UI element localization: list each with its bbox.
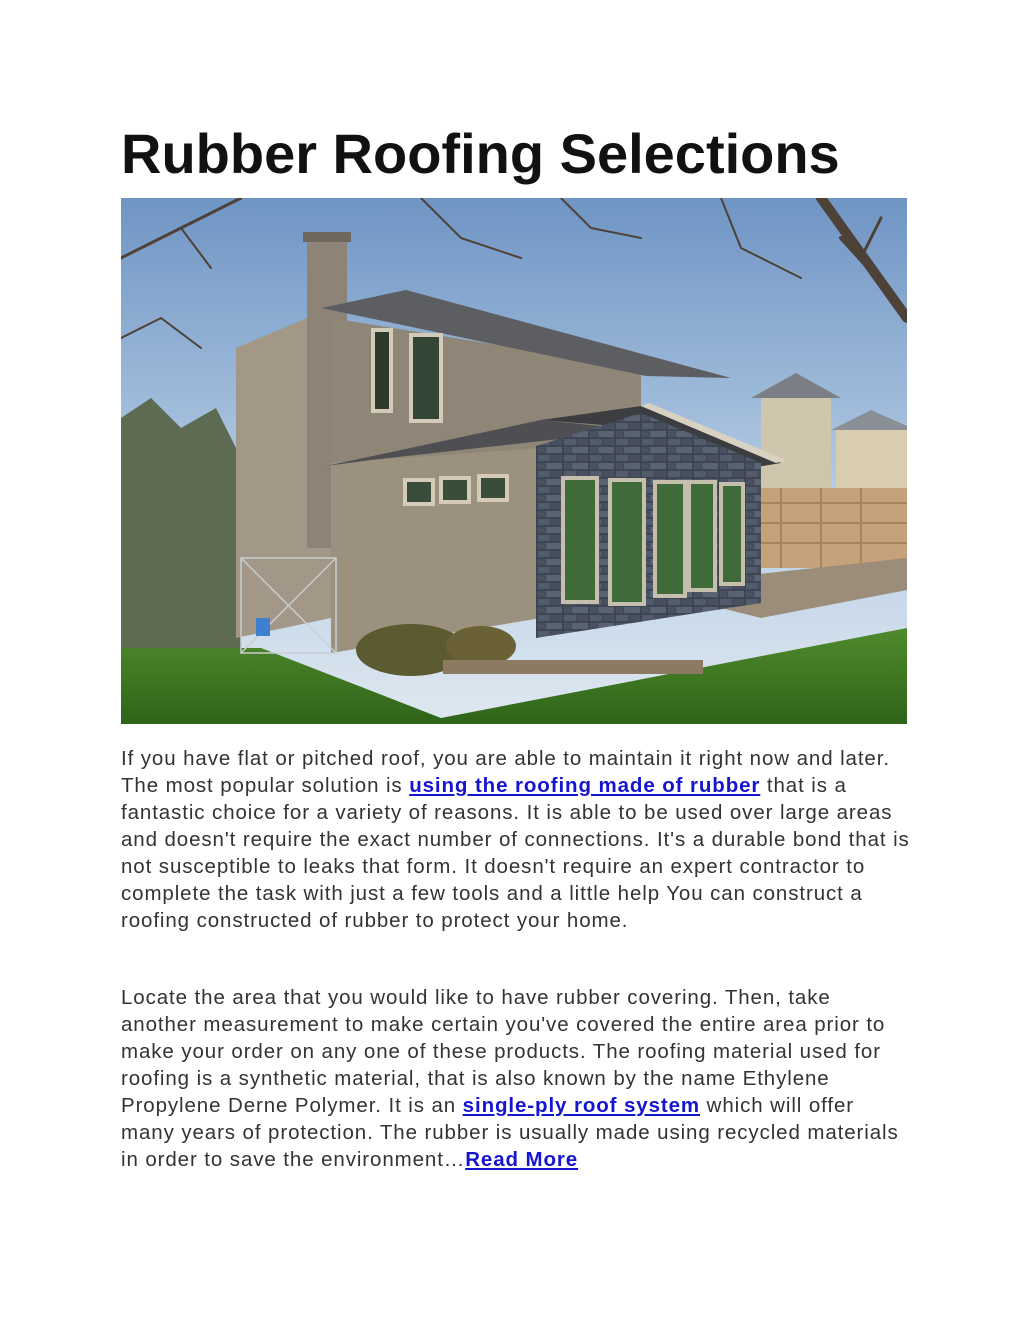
paragraph-1-text-before: If you have flat or pitched roof, you are able to maintain it right now and later. The most popular solution is bbox=[121, 747, 890, 797]
page-title: Rubber Roofing Selections bbox=[121, 122, 840, 185]
single-ply-roof-link[interactable]: single-ply roof system bbox=[462, 1094, 701, 1117]
house-photo bbox=[121, 198, 907, 724]
paragraph-2 bbox=[121, 984, 911, 1173]
paragraph-1-text-after: that is a fantastic choice for a variety of reasons. It is able to be used over large areas and doesn't require the exact number of connections. It's a durable bond that is not susceptible to leaks that form. It doesn't require an expert contractor to complete the task with just a few tools and a little help You can construct a roofing constructed of rubber to protect your home. bbox=[121, 774, 910, 932]
read-more-link[interactable]: Read More bbox=[465, 1148, 579, 1171]
paragraph-2-text-after: which will offer many years of protection. The rubber is usually made using recycled materials in order to save the environment… bbox=[121, 1094, 899, 1171]
rubber-roofing-link[interactable]: using the roofing made of rubber bbox=[409, 774, 761, 797]
paragraph-1 bbox=[121, 745, 911, 934]
paragraph-2-text-before: Locate the area that you would like to have rubber covering. Then, take another measurement to make certain you've covered the entire area prior to make your order on any one of these products. The roofing material used for roofing is a synthetic material, that is also known by the name Ethylene Propylene Derne Polymer. It is an bbox=[121, 986, 886, 1117]
